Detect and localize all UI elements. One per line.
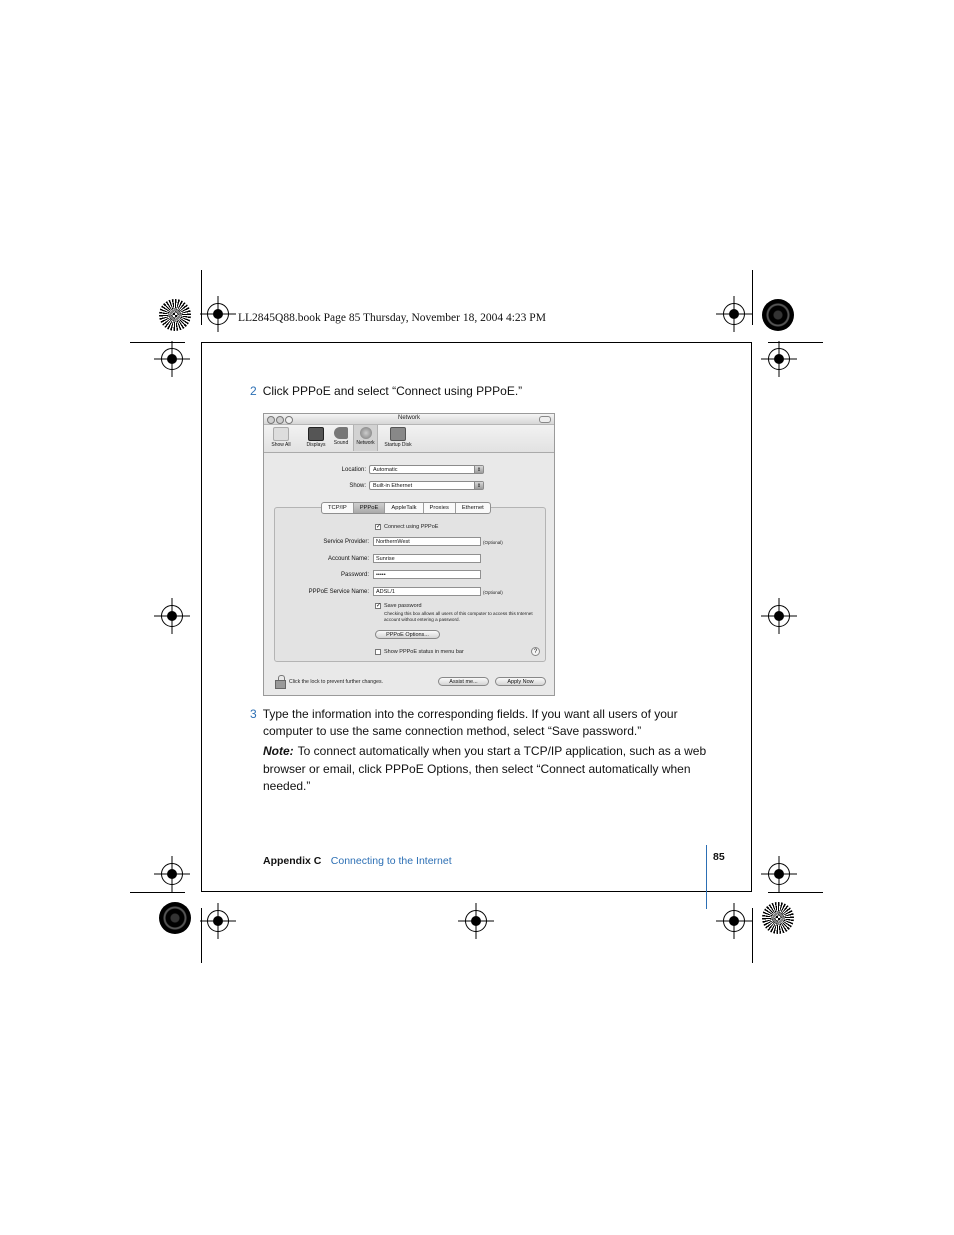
optional-note: (Optional) (483, 540, 503, 545)
connect-label: Connect using PPPoE (384, 524, 439, 530)
step-3-line-2: computer to use the same connection method, select “Save password.” (263, 724, 642, 738)
show-status-checkbox[interactable] (375, 649, 381, 655)
service-name-field[interactable]: ADSL/1 (373, 587, 481, 596)
step-number: 2 (250, 384, 257, 398)
note-text: To connect automatically when you start a TCP/IP application, such as a web (297, 744, 707, 758)
step-3 (250, 706, 678, 723)
toolbar (264, 425, 554, 453)
location-value: Automatic (373, 467, 398, 473)
window-title: Network (397, 415, 420, 421)
registration-mark-icon (723, 910, 745, 932)
registration-mark-icon (768, 863, 790, 885)
show-all-icon (273, 427, 289, 441)
registration-mark-icon (768, 605, 790, 627)
password-field[interactable]: ••••• (373, 570, 481, 579)
lock-icon[interactable] (274, 675, 286, 687)
crop-line (768, 342, 823, 343)
footer-rule (706, 845, 707, 909)
toolbar-network[interactable] (353, 425, 378, 451)
tab-tcpip[interactable]: TCP/IP (322, 503, 354, 513)
star-target-icon (762, 299, 794, 331)
crop-line (752, 908, 753, 963)
pppoe-options-button[interactable]: PPPoE Options... (375, 630, 440, 639)
toolbar-label: Show All (271, 442, 291, 448)
toolbar-label: Network (356, 440, 375, 446)
speaker-icon (334, 427, 348, 439)
star-target-icon (159, 902, 191, 934)
toolbar-toggle-icon[interactable] (539, 416, 551, 423)
note-line-1 (263, 743, 706, 760)
registration-mark-icon (207, 303, 229, 325)
pppoe-panel (274, 507, 546, 662)
star-target-icon (159, 299, 191, 331)
account-name-label: Account Name: (327, 556, 369, 562)
service-name-label: PPPoE Service Name: (308, 589, 369, 595)
note-line-2: browser or email, click PPPoE Options, then select “Connect automatically when (263, 762, 691, 776)
print-slug: LL2845Q88.book Page 85 Thursday, November 18, 2004 4:23 PM (238, 312, 546, 324)
preference-tabs (321, 502, 491, 514)
crop-line (752, 270, 753, 325)
toolbar-label: Startup Disk (384, 442, 412, 448)
network-globe-icon (360, 427, 372, 439)
registration-mark-icon (161, 863, 183, 885)
save-password-label: Save password (384, 603, 422, 609)
appendix-label: Appendix C (263, 855, 322, 867)
show-value: Built-in Ethernet (373, 483, 413, 489)
toolbar-show-all[interactable] (268, 427, 294, 448)
popup-arrows-icon: ⇕ (474, 466, 483, 473)
network-preferences-window (263, 413, 555, 696)
service-provider-field[interactable]: NorthernWest (373, 537, 481, 546)
star-target-icon (762, 902, 794, 934)
toolbar-label: Displays (306, 442, 326, 448)
tab-appletalk[interactable]: AppleTalk (385, 503, 423, 513)
tab-pppoe[interactable]: PPPoE (354, 503, 386, 513)
disk-icon (390, 427, 406, 441)
note-line-3: needed.” (263, 779, 311, 793)
save-password-checkbox[interactable]: ✓ (376, 603, 382, 609)
registration-mark-icon (465, 910, 487, 932)
account-name-field[interactable]: Sunrise (373, 554, 481, 563)
title-bar (264, 414, 554, 425)
crop-line (768, 892, 823, 893)
popup-arrows-icon: ⇕ (474, 482, 483, 489)
page-number: 85 (713, 851, 725, 863)
toolbar-sound[interactable] (330, 427, 352, 446)
apply-now-button[interactable]: Apply Now (495, 677, 546, 686)
show-popup[interactable] (369, 481, 484, 490)
registration-mark-icon (768, 348, 790, 370)
footer (263, 851, 452, 869)
save-password-help: Checking this box allows all users of this computer to access this Internet account without entering a password. (384, 611, 533, 622)
connect-checkbox[interactable]: ✓ (376, 524, 382, 530)
registration-mark-icon (161, 605, 183, 627)
optional-note: (Optional) (483, 590, 503, 595)
service-provider-label: Service Provider: (323, 539, 369, 545)
location-popup[interactable] (369, 465, 484, 474)
display-icon (308, 427, 324, 441)
step-2 (250, 383, 522, 400)
tab-ethernet[interactable]: Ethernet (461, 505, 484, 511)
step-text-line-1: Type the information into the corresponding fields. If you want all users of your (262, 707, 678, 721)
location-label: Location: (341, 467, 366, 473)
toolbar-displays[interactable] (303, 427, 329, 448)
show-status-label: Show PPPoE status in menu bar (384, 649, 464, 655)
step-text: Click PPPoE and select “Connect using PPPoE.” (262, 384, 523, 398)
assist-button[interactable]: Assist me... (438, 677, 489, 686)
chapter-title: Connecting to the Internet (330, 855, 452, 867)
help-button[interactable]: ? (531, 647, 540, 656)
show-label: Show: (349, 483, 366, 489)
toolbar-label: Sound (333, 440, 349, 446)
toolbar-startup-disk[interactable] (380, 427, 416, 448)
crop-line (130, 892, 185, 893)
tab-proxies[interactable]: Proxies (424, 503, 456, 513)
crop-line (201, 908, 202, 963)
lock-text: Click the lock to prevent further changes. (289, 679, 383, 685)
registration-mark-icon (723, 303, 745, 325)
crop-line (201, 270, 202, 325)
step-number: 3 (250, 707, 257, 721)
registration-mark-icon (161, 348, 183, 370)
note-label: Note: (263, 744, 294, 758)
crop-line (130, 342, 185, 343)
password-label: Password: (340, 572, 369, 578)
registration-mark-icon (207, 910, 229, 932)
